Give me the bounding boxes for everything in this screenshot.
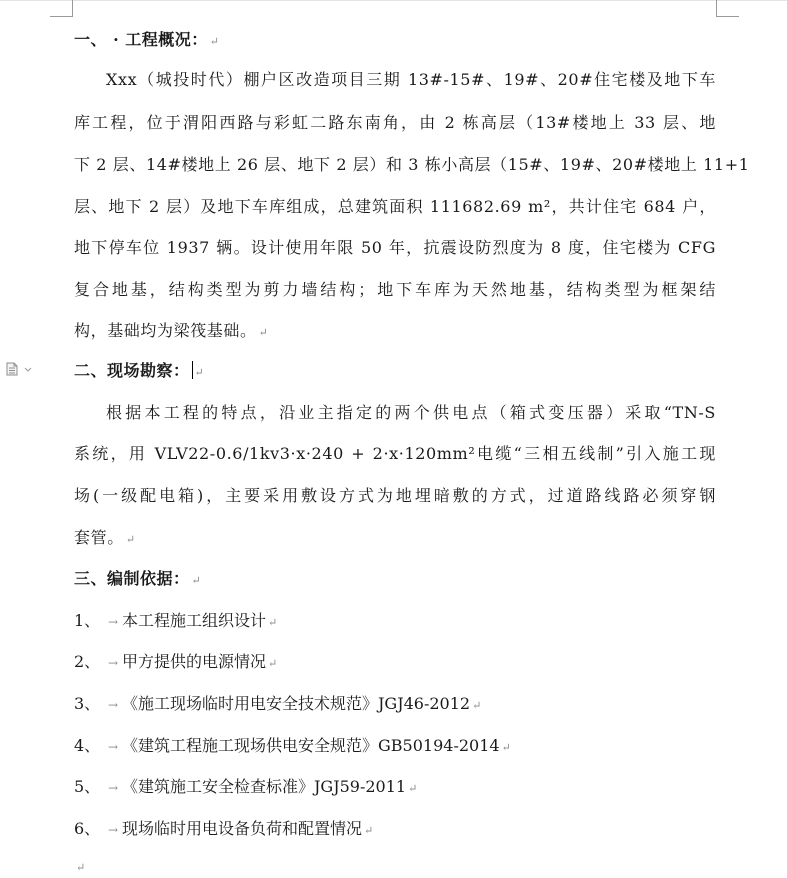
paragraph-line-last: 构，基础均为梁筏基础。 ↵: [74, 321, 269, 340]
list-item: 6、 → 现场临时用电设备负荷和配置情况 ↵: [74, 819, 374, 838]
paragraph-line: 下 2 层、14#楼地上 26 层、地下 2 层）和 3 栋小高层（15#、19#、20#楼地上 11+1: [74, 155, 750, 174]
paragraph-line: 层、地下 2 层）及地下车库组成，总建筑面积 111682.69 m²，共计住宅 684 户，: [74, 197, 716, 216]
list-item: 5、 → 《建筑施工安全检查标准》JGJ59-2011 ↵: [74, 777, 418, 796]
list-item: 2、 → 甲方提供的电源情况 ↵: [74, 652, 278, 671]
paragraph-line: 系统，用 VLV22-0.6/1kv3·x·240 + 2·x·120mm²电缆“三相五线制”引入施工现: [74, 444, 716, 463]
paragraph-line: Xxx（城投时代）棚户区改造项目三期 13#-15#、19#、20#住宅楼及地下车: [106, 70, 716, 89]
section-heading-survey: 二、现场勘察： ↵: [74, 361, 205, 380]
page-top-edge: [0, 0, 787, 1]
margin-corner-right: [716, 0, 739, 17]
paragraph-line: 库工程，位于渭阳西路与彩虹二路东南角，由 2 栋高层（13#楼地上 33 层、地: [74, 113, 716, 132]
section-heading-overview: 一、 · 工程概况： ↵: [74, 30, 220, 49]
paragraph-line: 地下停车位 1937 辆。设计使用年限 50 年，抗震设防烈度为 8 度，住宅楼为 CFG: [74, 238, 716, 257]
margin-corner-left: [50, 0, 73, 17]
text-cursor: [192, 361, 193, 379]
section-heading-basis: 三、编制依据： ↵: [74, 569, 202, 588]
list-item: 4、 → 《建筑工程施工现场供电安全规范》GB50194-2014 ↵: [74, 736, 511, 755]
paragraph-options-icon[interactable]: [5, 361, 35, 377]
paragraph-line: 根据本工程的特点，沿业主指定的两个供电点（箱式变压器）采取“TN-S: [106, 403, 716, 422]
list-item: 3、 → 《施工现场临时用电安全技术规范》JGJ46-2012 ↵: [74, 694, 482, 713]
paragraph-line-last: 套管。 ↵: [74, 528, 136, 547]
list-item: 1、 → 本工程施工组织设计 ↵: [74, 611, 278, 630]
paragraph-line: 复合地基，结构类型为剪力墙结构；地下车库为天然地基，结构类型为框架结: [74, 280, 716, 299]
empty-paragraph: ↵: [76, 861, 86, 874]
paragraph-line: 场(一级配电箱)，主要采用敷设方式为地埋暗敷的方式，过道路线路必须穿钢: [74, 486, 716, 505]
